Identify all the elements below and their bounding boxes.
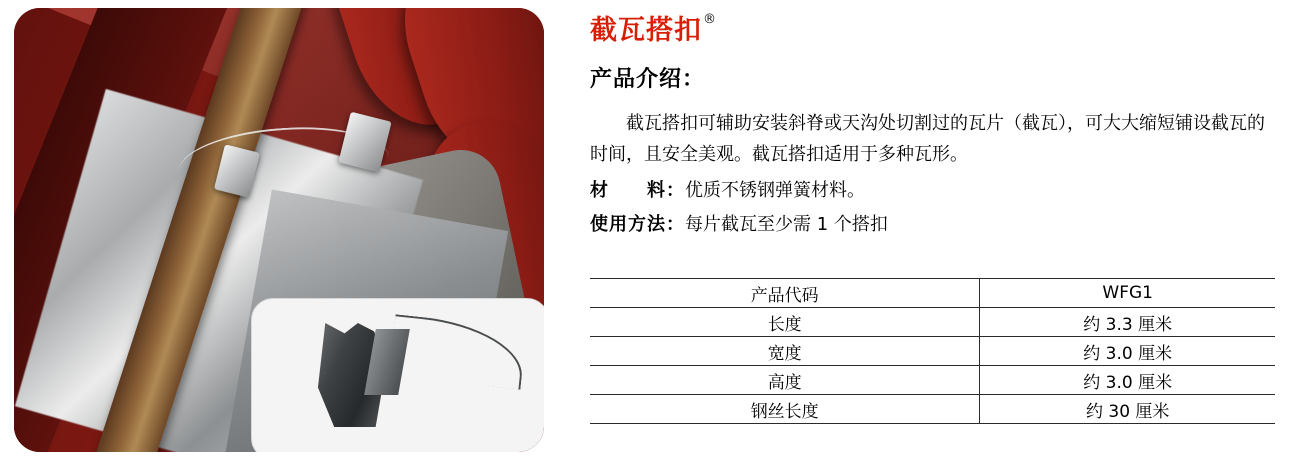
registered-trademark-icon: ® [703,11,716,27]
table-row [590,337,1275,366]
spec-value: 约 3.0 厘米 [980,337,1275,366]
product-title: 截瓦搭扣 [590,15,702,46]
specification-table-body [590,279,1275,424]
spec-label: 高度 [590,366,980,395]
usage-row [590,210,888,236]
material-value: 优质不锈钢弹簧材料。 [685,180,865,201]
spec-label: 长度 [590,308,980,337]
spec-value: 约 3.3 厘米 [980,308,1275,337]
spec-label: 宽度 [590,337,980,366]
table-row [590,395,1275,424]
specification-table [590,278,1275,424]
page-title [590,8,715,47]
usage-label: 使用方法： [590,214,685,235]
table-row [590,366,1275,395]
inset-product-photo [251,298,544,452]
spec-value: WFG1 [980,279,1275,308]
spec-value: 约 30 厘米 [980,395,1275,424]
table-row [590,279,1275,308]
spec-label: 钢丝长度 [590,395,980,424]
spec-value: 约 3.0 厘米 [980,366,1275,395]
spec-label: 产品代码 [590,279,980,308]
intro-paragraph: 截瓦搭扣可辅助安装斜脊或天沟处切割过的瓦片（截瓦），可大大缩短铺设截瓦的时间，且安全美观。截瓦搭扣适用于多种瓦形。 [590,113,1265,165]
material-label: 材 料： [590,180,685,201]
main-product-photo [14,8,544,452]
specification-table-wrapper [590,278,1275,424]
material-row [590,176,865,202]
product-info-panel [590,0,1290,460]
clip-wire [389,314,527,389]
table-row [590,308,1275,337]
usage-value: 每片截瓦至少需 1 个搭扣 [685,214,888,235]
intro-heading: 产品介绍： [590,67,706,92]
